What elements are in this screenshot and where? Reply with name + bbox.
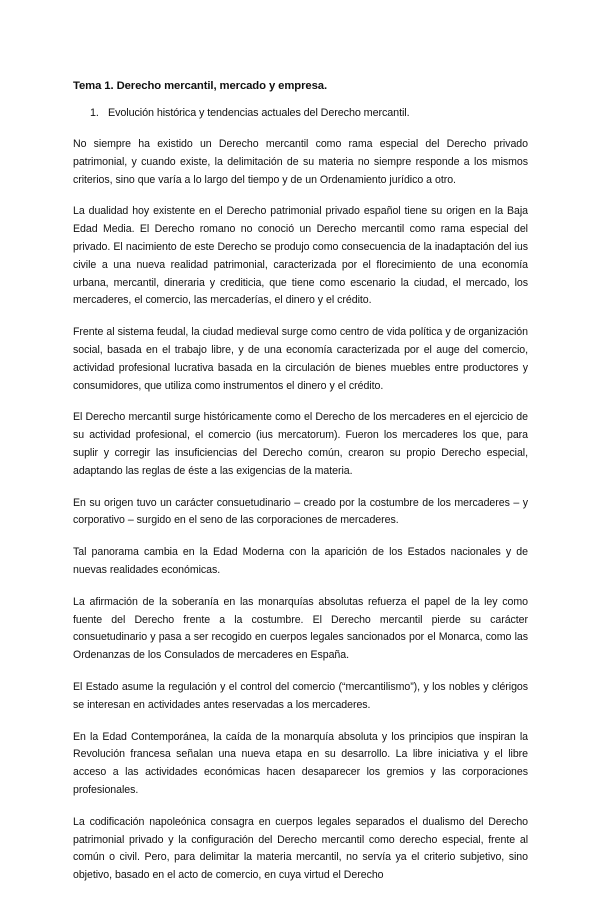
paragraph-5: En su origen tuvo un carácter consuetudinario – creado por la costumbre de los mercaderes – y corporativo – surgido en el seno de las corporaciones de mercaderes.: [73, 496, 528, 527]
section-number: 1.: [90, 107, 99, 119]
paragraph-10: La codificación napoleónica consagra en cuerpos legales separados el dualismo del Derecho patrimonial privado y la configuración del Derecho mercantil como derecho especial, frente al común o civil. Pero, para delimitar la materia mercantil, no servía ya el criterio subjetivo, sino objetivo, basado en el acto de comercio, en cuya virtud el Derecho: [73, 815, 528, 882]
paragraph-6: Tal panorama cambia en la Edad Moderna con la aparición de los Estados nacionales y de nuevas realidades económicas.: [73, 546, 528, 576]
paragraph-2: La dualidad hoy existente en el Derecho patrimonial privado español tiene su origen en la Baja Edad Media. El Derecho romano no conoció un Derecho mercantil como rama especial del privado. El nacimiento de este Derecho se produjo como consecuencia de la inadaptación del ius civile a una nueva realidad patrimonial, caracterizada por el florecimiento de una economía urbana, mercantil, dineraria y crediticia, que tiene como escenario la ciudad, el mercado, los mercaderes, el comercio, las mercaderías, el dinero y el crédito.: [73, 205, 528, 307]
paragraph-7: La afirmación de la soberanía en las monarquías absolutas refuerza el papel de la ley como fuente del Derecho frente a la costumbre. El Derecho mercantil pierde su carácter consuetudinario y pasa a ser recogido en cuerpos legales sancionados por el Monarca, como las Ordenanzas de los Consulados de mercaderes en España.: [73, 595, 528, 662]
paragraph-1: No siempre ha existido un Derecho mercantil como rama especial del Derecho privado patrimonial, y cuando existe, la delimitación de su materia no siempre responde a los mismos criterios, sino que varía a lo largo del tiempo y de un Ordenamiento jurídico a otro.: [73, 138, 528, 186]
document-page: [73, 80, 528, 899]
paragraph-9: En la Edad Contemporánea, la caída de la monarquía absoluta y los principios que inspiran la Revolución francesa señalan una nueva etapa en su desarrollo. La libre iniciativa y el libre acceso a las actividades económicas hacen desaparecer los gremios y las corporaciones profesionales.: [73, 730, 528, 796]
paragraph-4: El Derecho mercantil surge históricamente como el Derecho de los mercaderes en el ejercicio de su actividad profesional, el comercio (ius mercatorum). Fueron los mercaderes los que, para suplir y corregir las insuficiencias del Derecho común, crearon su propio Derecho especial, adaptando las reglas de éste a las exigencias de la materia.: [73, 411, 528, 477]
section-heading: [90, 107, 528, 119]
document-title: Tema 1. Derecho mercantil, mercado y empresa.: [73, 80, 327, 92]
paragraph-3: Frente al sistema feudal, la ciudad medieval surge como centro de vida política y de organización social, basada en el trabajo libre, y de una economía caracterizada por el auge del comercio, actividad profesional lucrativa basada en la circulación de bienes muebles entre productores y consumidores, que utiliza como instrumentos el dinero y el crédito.: [73, 326, 528, 392]
section-heading-text: Evolución histórica y tendencias actuales del Derecho mercantil.: [108, 107, 410, 119]
paragraph-8: El Estado asume la regulación y el control del comercio (“mercantilismo”), y los nobles y clérigos se interesan en actividades antes reservadas a los mercaderes.: [73, 680, 528, 711]
